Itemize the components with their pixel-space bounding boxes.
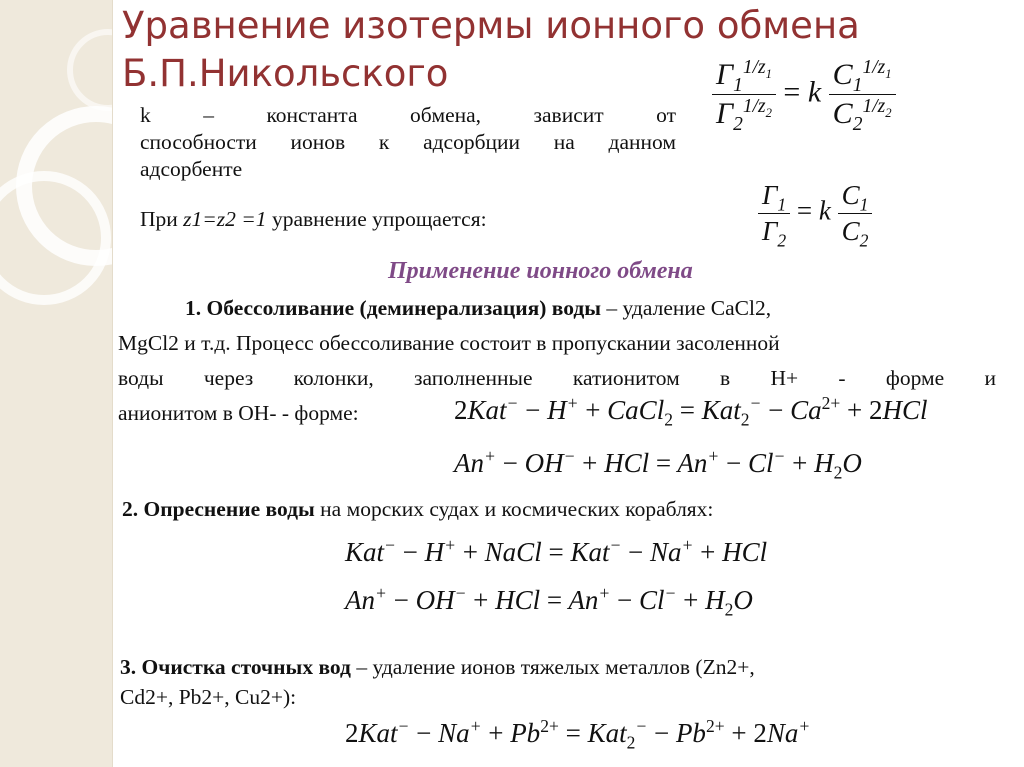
simplify-prefix: При — [140, 207, 178, 231]
item1-line-3: воды через колонки, заполненные катионитом в H+ - форме и — [118, 366, 996, 390]
desalination-cation-equation: Kat− − H+ + NaCl = Kat− − Na+ + HCl — [345, 535, 768, 567]
isotherm-equation: $\frac{Г_1^{1/z_1}}{Г_2^{1/z_2}}$ = k $\frac{C_1^{1/z_1}}{C_2^{1/z_2}}$ — [712, 58, 896, 131]
simplified-equation: $\frac{Г_1}{Г_2}$ = k $\frac{C_1}{C_2}$ — [758, 180, 872, 247]
item1-line-4: анионитом в OH- - форме: — [118, 401, 359, 425]
section-title: Применение ионного обмена — [388, 258, 693, 284]
item1-line-1-rest: – удаление CaCl2, — [606, 296, 772, 320]
decorative-circles — [0, 0, 112, 767]
item2-heading: 2. Опреснение воды — [122, 497, 315, 521]
item3-line-1 — [120, 654, 755, 681]
item3-line-2: Cd2+, Pb2+, Cu2+): — [120, 685, 297, 709]
k-description-line-3: адсорбенте — [140, 157, 243, 181]
simplify-condition: z1=z2 =1 — [183, 207, 267, 231]
item1-line-2: MgCl2 и т.д. Процесс обессоливание состоит в пропускании засоленной — [118, 331, 780, 355]
item2-line — [122, 496, 713, 523]
item2-text: на морских судах и космических кораблях: — [320, 497, 714, 521]
title-line-2: Б.П.Никольского — [122, 52, 449, 95]
desalting-anion-equation: An+ − OH− + HCl = $An^+ - Cl^- + H_2O$ — [454, 446, 862, 483]
desalting-cation-equation: 2Kat− − H+ + CaCl$_2$ = $Kat_2^- - Ca^{2+} + 2HCl$ — [454, 393, 928, 430]
simplify-sentence — [140, 206, 487, 233]
item1-heading: 1. Обессоливание (деминерализация) воды — [185, 296, 602, 320]
item3-line-1-rest: – удаление ионов тяжелых металлов (Zn2+, — [356, 655, 755, 679]
desalination-anion-equation: An+ − OH− + HCl = $An^+ - Cl^- + H_2O$ — [345, 583, 753, 620]
wastewater-equation: $2Kat^- - Na^+ + Pb^{2+} = Kat_2^- - Pb^{2+} + 2Na^+$ — [345, 716, 811, 753]
k-description-line-2: способности ионов к адсорбции на данном — [140, 130, 676, 154]
k-description-line-1: k – константа обмена, зависит от — [140, 103, 676, 127]
left-band-edge — [112, 0, 113, 767]
item1-line-1 — [185, 295, 771, 322]
simplify-suffix: уравнение упрощается: — [271, 207, 487, 231]
item3-heading: 3. Очистка сточных вод — [120, 655, 351, 679]
title-line-1: Уравнение изотермы ионного обмена — [122, 4, 860, 47]
